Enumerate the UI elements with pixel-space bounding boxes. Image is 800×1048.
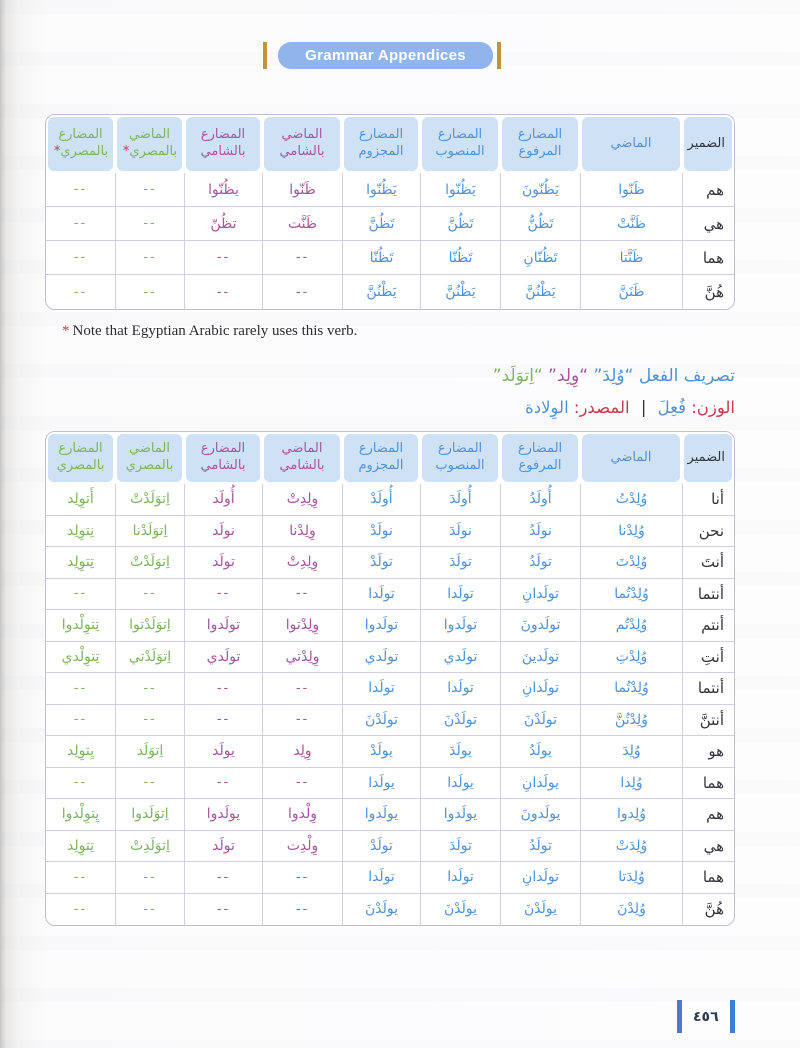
conjugation-cell: -- (115, 673, 184, 705)
conjugation-cell: تَظُنّا (420, 241, 500, 275)
conjugation-cell: -- (115, 579, 184, 611)
wazn-value: فُعِلَ (652, 398, 692, 417)
masdar-label: المصدر: (573, 398, 635, 417)
conjugation-cell: -- (115, 862, 184, 894)
conjugation-cell: يولَدوا (420, 799, 500, 831)
conjugation-cell: اِتوَلَدْنا (115, 516, 184, 548)
conjugation-cell: اِتوَلَدْتي (115, 642, 184, 674)
conjugation-cell: يِتوِلِد (46, 736, 115, 768)
conjugation-cell: وِلِدِتْ (262, 484, 342, 516)
conjugation-cell: تولَدُ (500, 547, 580, 579)
conjugation-cell: وُلِدْتَ (580, 547, 682, 579)
section-title (493, 360, 735, 424)
conjugation-cell: -- (46, 579, 115, 611)
title-prefix: تصريف الفعل (633, 366, 735, 386)
conjugation-cell: يَظُنّوا (342, 173, 420, 207)
conjugation-cell: يولَدْ (342, 736, 420, 768)
conjugation-cell: -- (46, 207, 115, 241)
conjugation-cell: اِتوَلَدوا (115, 799, 184, 831)
conjugation-cell: -- (184, 275, 262, 309)
conjugation-cell: يولَدونَ (500, 799, 580, 831)
conjugation-cell: يَظْنُنَّ (420, 275, 500, 309)
wazn-label: الوزن: (691, 398, 735, 417)
conjugation-cell: -- (115, 705, 184, 737)
conjugation-cell: تولَدوا (184, 610, 262, 642)
conjugation-cell: -- (115, 768, 184, 800)
conjugation-cell: تولَدْ (342, 547, 420, 579)
header-accent-bar-left (263, 42, 267, 69)
conjugation-cell: تَظُنّا (342, 241, 420, 275)
conjugation-cell: تولَدْ (342, 831, 420, 863)
header-asterisk: * (53, 144, 61, 159)
conjugation-cell: اِتوَلَدْتوا (115, 610, 184, 642)
conjugation-cell: تولَدَ (420, 547, 500, 579)
pronoun-cell: نحن (682, 516, 734, 548)
conjugation-cell: وِلِدْتي (262, 642, 342, 674)
conjugation-cell: تِتوِلِد (46, 831, 115, 863)
conjugation-cell: يَظُنّوا (420, 173, 500, 207)
table-header-row (46, 115, 734, 173)
conjugation-cell: تولَدا (420, 579, 500, 611)
verb-egyptian: “اِتوَلَد” (492, 366, 549, 386)
conjugation-cell: وُلِدَتْ (580, 831, 682, 863)
pronoun-cell: هما (682, 768, 734, 800)
conjugation-cell: يولَدانِ (500, 768, 580, 800)
pronoun-cell: أنتما (682, 673, 734, 705)
conjugation-cell: -- (184, 705, 262, 737)
conjugation-cell: -- (115, 275, 184, 309)
conjugation-cell: يولَدا (342, 768, 420, 800)
column-header: الماضي بالمصري* (117, 117, 182, 171)
column-header: الماضي بالشامي (264, 117, 340, 171)
pronoun-cell: أنا (682, 484, 734, 516)
conjugation-cell: تَظُنُّ (500, 207, 580, 241)
pronoun-cell: هُنَّ (682, 275, 734, 309)
conjugation-cell: تَظُنَّ (420, 207, 500, 241)
footnote-text: Note that Egyptian Arabic rarely uses this verb. (72, 323, 358, 339)
page-title-label: Grammar Appendices (305, 47, 466, 64)
conjugation-cell: وُلِدْتُما (580, 673, 682, 705)
conjugation-cell: وُلِدْنَ (580, 894, 682, 926)
separator: | (640, 398, 647, 417)
conjugation-cell: -- (184, 241, 262, 275)
conjugation-cell: -- (184, 673, 262, 705)
pronoun-cell: أنتِ (682, 642, 734, 674)
conjugation-cell: -- (262, 768, 342, 800)
pronoun-cell: هو (682, 736, 734, 768)
conjugation-cell: اِتوَلَدِتْ (115, 831, 184, 863)
column-header: الضمير (684, 434, 732, 482)
conjugation-cell: -- (46, 173, 115, 207)
conjugation-cell: ظَنّوا (580, 173, 682, 207)
pronoun-cell: أنتم (682, 610, 734, 642)
conjugation-cell: تولَدا (342, 862, 420, 894)
conjugation-cell: وِلْدوا (262, 799, 342, 831)
column-header: المضارع المرفوع (502, 434, 578, 482)
conjugation-cell: تولَد (184, 547, 262, 579)
header-accent-bar-right (497, 42, 501, 69)
conjugation-cell: نولَد (184, 516, 262, 548)
conjugation-cell: وِلْدِت (262, 831, 342, 863)
column-header: المضارع المجزوم (344, 117, 418, 171)
conjugation-cell: تولَدْنَ (342, 705, 420, 737)
conjugation-cell: يولَدْنَ (342, 894, 420, 926)
pronoun-cell: هم (682, 173, 734, 207)
conjugation-cell: اِتوَلَد (115, 736, 184, 768)
conjugation-cell: وُلِدْنا (580, 516, 682, 548)
conjugation-cell: وُلِدْتُنَّ (580, 705, 682, 737)
column-header: الماضي بالمصري (117, 434, 182, 482)
conjugation-cell: يَظْنُنَّ (500, 275, 580, 309)
pronoun-cell: هي (682, 207, 734, 241)
conjugation-cell: -- (262, 579, 342, 611)
conjugation-cell: يظُنّوا (184, 173, 262, 207)
conjugation-cell: -- (262, 862, 342, 894)
conjugation-cell: يولَد (184, 736, 262, 768)
conjugation-cell: -- (73, 284, 88, 300)
conjugation-cell: أُولَدُ (500, 484, 580, 516)
column-header: الضمير (684, 117, 732, 171)
conjugation-cell: وِلِد (262, 736, 342, 768)
column-header: المضارع بالمصري (48, 434, 113, 482)
conjugation-cell: تولَدي (420, 642, 500, 674)
conjugation-cell: -- (46, 705, 115, 737)
conjugation-cell: تِتوِلِد (46, 547, 115, 579)
conjugation-cell: تولَدَ (420, 831, 500, 863)
conjugation-cell: -- (115, 894, 184, 926)
page-number-bar-left (677, 1000, 682, 1033)
conjugation-cell: ظَنَّتا (580, 241, 682, 275)
verb-levantine: “وِلِد” (548, 366, 594, 386)
conjugation-cell: -- (46, 673, 115, 705)
conjugation-cell: تولَدانِ (500, 673, 580, 705)
table-header-row (46, 432, 734, 484)
conjugation-cell: يولَدَ (420, 736, 500, 768)
conjugation-cell: وُلِدَتا (580, 862, 682, 894)
conjugation-cell: تولَدانِ (500, 579, 580, 611)
conjugation-cell: نولَدَ (420, 516, 500, 548)
conjugation-cell: ظَنَنَّ (580, 275, 682, 309)
column-header: المضارع المجزوم (344, 434, 418, 482)
conjugation-cell: تولَدونَ (500, 610, 580, 642)
conjugation-cell: وُلِدْتُما (580, 579, 682, 611)
conjugation-cell: -- (262, 673, 342, 705)
conjugation-cell: تولَدا (342, 673, 420, 705)
conjugation-cell: -- (262, 705, 342, 737)
verb-table-wulida (45, 431, 735, 926)
footnote (62, 323, 357, 340)
conjugation-cell: تولَدوا (342, 610, 420, 642)
conjugation-cell: أُولَد (184, 484, 262, 516)
conjugation-cell: نولَدُ (500, 516, 580, 548)
pronoun-cell: أنتنَّ (682, 705, 734, 737)
conjugation-cell: -- (46, 241, 115, 275)
pronoun-cell: هما (682, 241, 734, 275)
conjugation-cell: -- (115, 207, 184, 241)
conjugation-cell: ظَنَّت (262, 207, 342, 241)
column-header: المضارع بالشامي (186, 434, 260, 482)
conjugation-cell: -- (115, 241, 184, 275)
conjugation-cell: -- (184, 768, 262, 800)
column-header: الماضي (582, 117, 680, 171)
header-asterisk: * (122, 144, 130, 159)
conjugation-cell: تَظُنَّ (342, 207, 420, 241)
conjugation-cell: -- (46, 862, 115, 894)
conjugation-cell: -- (46, 768, 115, 800)
conjugation-cell: تظُنّ (184, 207, 262, 241)
conjugation-cell: يولَدا (420, 768, 500, 800)
conjugation-cell: تولَدينَ (500, 642, 580, 674)
pronoun-cell: هم (682, 799, 734, 831)
column-header: الماضي (582, 434, 680, 482)
conjugation-cell: تولَد (184, 831, 262, 863)
conjugation-cell: -- (115, 173, 184, 207)
conjugation-cell: تولَدا (420, 862, 500, 894)
conjugation-cell: وُلِدَ (580, 736, 682, 768)
conjugation-cell: وِلِدْنا (262, 516, 342, 548)
verb-fusha: “وُلِدَ” (593, 366, 634, 386)
column-header: المضارع بالشامي (186, 117, 260, 171)
page-number: ٤٥٦ (693, 1008, 719, 1025)
conjugation-cell: ظَنَّتْ (580, 207, 682, 241)
conjugation-cell: وُلِدْتُم (580, 610, 682, 642)
masdar-value: الوِلادة (525, 398, 574, 417)
conjugation-cell: أَتوِلِد (46, 484, 115, 516)
conjugation-cell: نولَدْ (342, 516, 420, 548)
conjugation-cell: -- (262, 241, 342, 275)
footnote-asterisk: * (62, 323, 70, 339)
section-title-pattern-line (493, 392, 735, 424)
page-number-bar-right (730, 1000, 735, 1033)
column-header: الماضي بالشامي (264, 434, 340, 482)
conjugation-cell: تولَدْنَ (500, 705, 580, 737)
conjugation-cell: وُلِدا (580, 768, 682, 800)
conjugation-cell: يولَدْنَ (420, 894, 500, 926)
pronoun-cell: أنتما (682, 579, 734, 611)
conjugation-cell: -- (262, 275, 342, 309)
section-title-verbs (493, 360, 735, 392)
column-header: المضارع المنصوب (422, 117, 498, 171)
column-header: المضارع بالمصري* (48, 117, 113, 171)
pronoun-cell: أنتَ (682, 547, 734, 579)
conjugation-cell: تولَدي (342, 642, 420, 674)
conjugation-cell: وِلِدِتْ (262, 547, 342, 579)
conjugation-cell: ظَنّوا (262, 173, 342, 207)
conjugation-cell: وُلِدوا (580, 799, 682, 831)
table-body (46, 173, 734, 309)
conjugation-cell: يِتوِلْدوا (46, 799, 115, 831)
conjugation-cell: اِتوَلَدْتْ (115, 484, 184, 516)
conjugation-cell: أُولَدْ (342, 484, 420, 516)
conjugation-cell: -- (184, 894, 262, 926)
conjugation-cell: تولَدي (184, 642, 262, 674)
conjugation-cell: يولَدْنَ (500, 894, 580, 926)
conjugation-cell: تولَدا (342, 579, 420, 611)
conjugation-cell: وُلِدْتُ (580, 484, 682, 516)
column-header: المضارع المرفوع (502, 117, 578, 171)
column-header: المضارع المنصوب (422, 434, 498, 482)
conjugation-cell: تولَدوا (420, 610, 500, 642)
conjugation-cell: تولَدُ (500, 831, 580, 863)
conjugation-cell: تِتوِلْدي (46, 642, 115, 674)
pronoun-cell: هما (682, 862, 734, 894)
conjugation-cell: أُولَدَ (420, 484, 500, 516)
pronoun-cell: هُنَّ (682, 894, 734, 926)
conjugation-cell: يولَدُ (500, 736, 580, 768)
conjugation-cell: -- (184, 862, 262, 894)
conjugation-cell: تِتوِلْدوا (46, 610, 115, 642)
page-title (278, 42, 493, 69)
conjugation-cell: يَظُنّونَ (500, 173, 580, 207)
conjugation-cell: -- (262, 894, 342, 926)
conjugation-cell: نِتوِلِد (46, 516, 115, 548)
conjugation-cell: -- (73, 901, 88, 917)
page-number-block (677, 1000, 735, 1033)
conjugation-cell: تولَدا (420, 673, 500, 705)
conjugation-cell: تولَدْنَ (420, 705, 500, 737)
conjugation-cell: وِلِدْتوا (262, 610, 342, 642)
conjugation-cell: يولَدوا (184, 799, 262, 831)
conjugation-cell: يَظْنُنَّ (342, 275, 420, 309)
conjugation-cell: يولَدوا (342, 799, 420, 831)
table-body (46, 484, 734, 925)
conjugation-cell: تولَدانِ (500, 862, 580, 894)
conjugation-cell: اِتوَلَدْتْ (115, 547, 184, 579)
pronoun-cell: هي (682, 831, 734, 863)
verb-table-zanna (45, 114, 735, 310)
conjugation-cell: وُلِدْتِ (580, 642, 682, 674)
conjugation-cell: -- (184, 579, 262, 611)
conjugation-cell: تَظُنّانِ (500, 241, 580, 275)
